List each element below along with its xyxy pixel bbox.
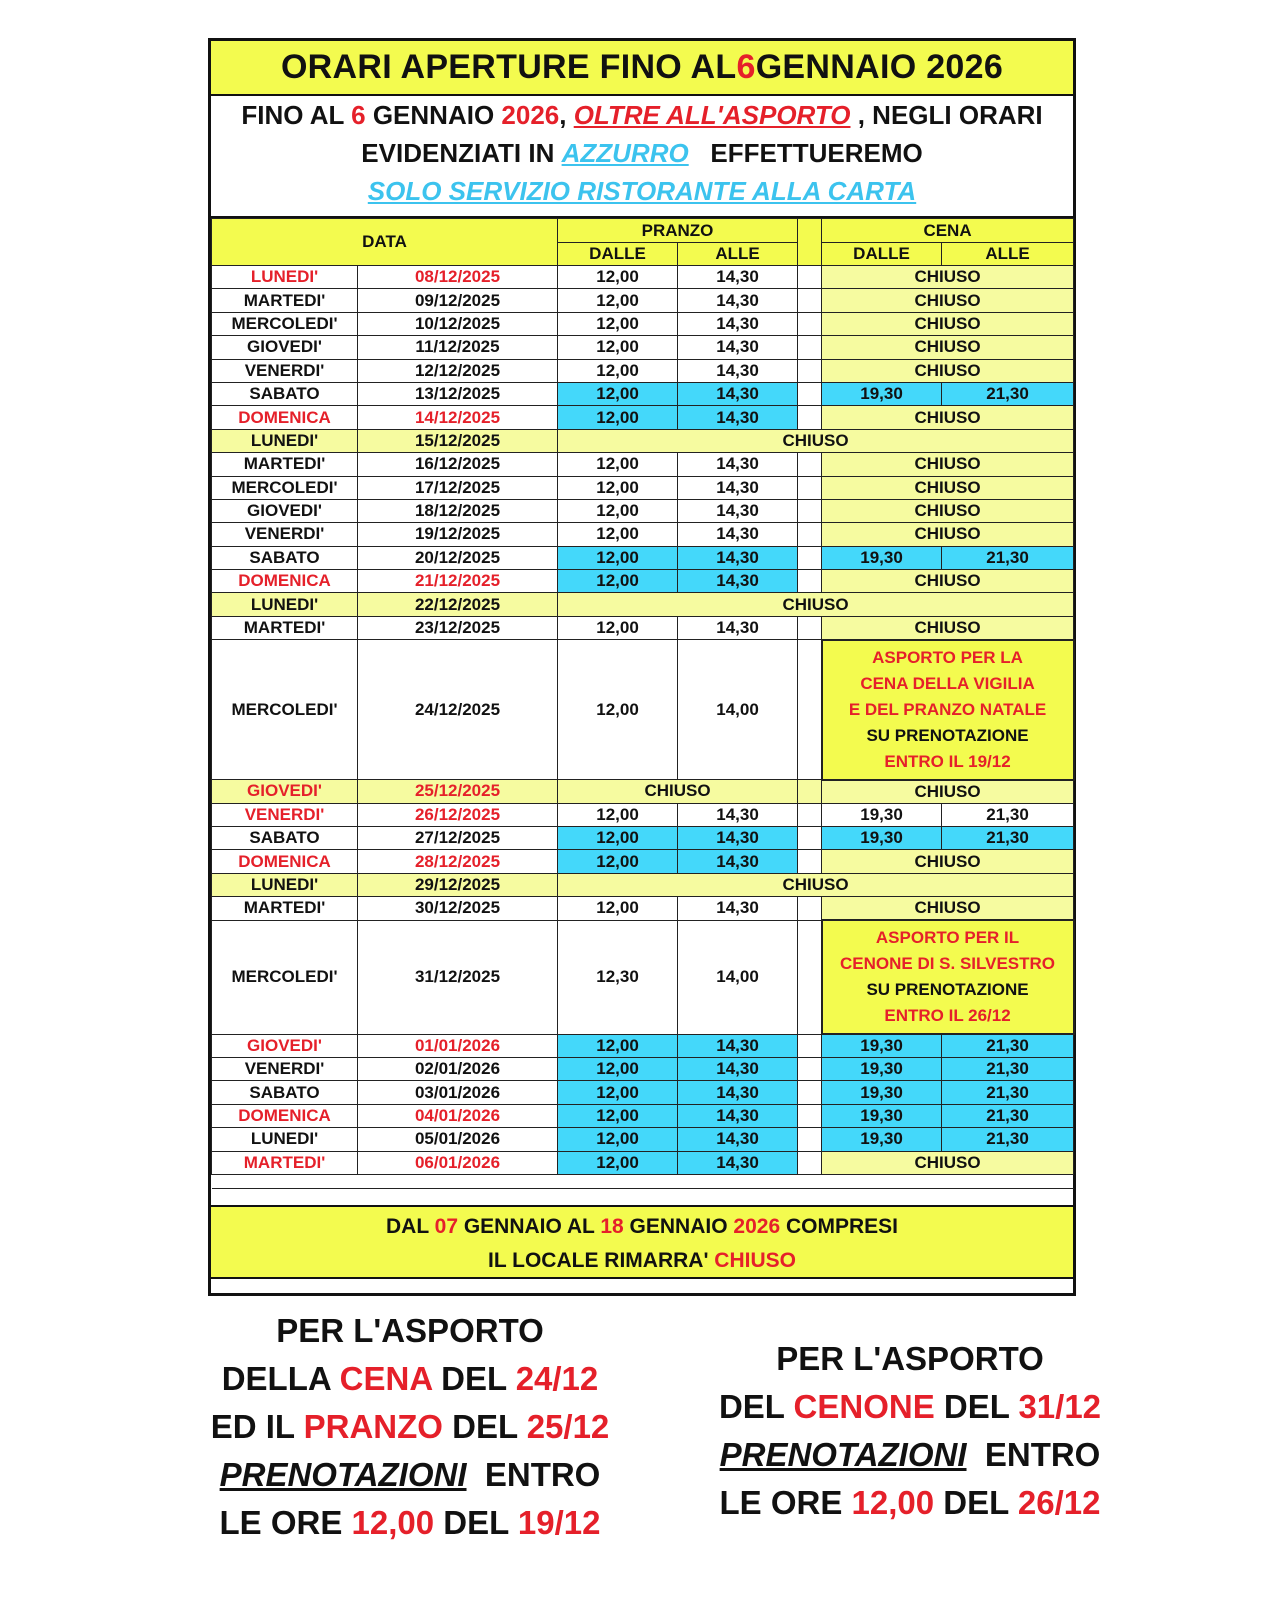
note-text: ENTRO — [466, 1456, 601, 1493]
date-cell: 13/12/2025 — [358, 382, 558, 405]
day-cell: MERCOLEDI' — [212, 312, 358, 335]
date-cell: 03/01/2026 — [358, 1081, 558, 1104]
spacer-cell — [798, 897, 822, 920]
intro-asporto: OLTRE ALL'ASPORTO — [573, 100, 851, 130]
note-highlight: CENA — [339, 1360, 432, 1397]
left-note-line — [190, 1451, 630, 1499]
blank-row — [212, 1174, 1074, 1188]
pranzo-alle-cell: 14,30 — [678, 897, 798, 920]
day-cell: DOMENICA — [212, 1104, 358, 1127]
schedule-row — [212, 406, 1074, 429]
day-cell: GIOVEDI' — [212, 336, 358, 359]
pranzo-alle-cell: 14,30 — [678, 570, 798, 593]
spacer-cell — [798, 1104, 822, 1127]
note-time: 12,00 — [351, 1504, 435, 1541]
day-cell: MARTEDI' — [212, 453, 358, 476]
schedule-row — [212, 453, 1074, 476]
asporto-note-line: SU PRENOTAZIONE — [866, 725, 1029, 745]
pranzo-dalle-cell: 12,00 — [558, 640, 678, 780]
cena-closed-cell: CHIUSO — [822, 453, 1074, 476]
asporto-note-cell — [822, 920, 1074, 1034]
page-title — [211, 41, 1073, 96]
date-cell: 24/12/2025 — [358, 640, 558, 780]
day-cell: LUNEDI' — [212, 873, 358, 896]
title-text-end: GENNAIO 2026 — [755, 48, 1004, 86]
header-pranzo-dalle: DALLE — [558, 243, 678, 266]
header-pranzo-alle: ALLE — [678, 243, 798, 266]
day-cell: SABATO — [212, 382, 358, 405]
day-cell: VENERDI' — [212, 523, 358, 546]
pranzo-dalle-cell: 12,00 — [558, 897, 678, 920]
day-cell: LUNEDI' — [212, 429, 358, 452]
pranzo-dalle-cell: 12,00 — [558, 546, 678, 569]
pranzo-alle-cell: 14,30 — [678, 523, 798, 546]
spacer-cell — [798, 289, 822, 312]
date-cell: 11/12/2025 — [358, 336, 558, 359]
schedule-row — [212, 780, 1074, 803]
note-text: DEL — [718, 1388, 794, 1425]
spacer-cell — [798, 1128, 822, 1151]
asporto-note-line: SU PRENOTAZIONE — [866, 980, 1029, 1000]
schedule-row — [212, 1034, 1074, 1057]
day-cell: DOMENICA — [212, 570, 358, 593]
right-note-line: PER L'ASPORTO — [776, 1340, 1044, 1377]
day-cell: MERCOLEDI' — [212, 476, 358, 499]
note-highlight: CENONE — [793, 1388, 935, 1425]
title-text: ORARI APERTURE FINO AL — [280, 48, 737, 86]
day-cell: LUNEDI' — [212, 1128, 358, 1151]
note-highlight: PRANZO — [303, 1408, 443, 1445]
cena-closed-cell: CHIUSO — [822, 523, 1074, 546]
schedule-row — [212, 546, 1074, 569]
header-spacer — [798, 219, 822, 266]
spacer-cell — [798, 1034, 822, 1057]
cena-alle-cell: 21,30 — [942, 1104, 1074, 1127]
spacer-cell — [798, 336, 822, 359]
note-text: DEL — [934, 1484, 1018, 1521]
intro-line-3: SOLO SERVIZIO RISTORANTE ALLA CARTA — [367, 176, 917, 206]
header-pranzo: PRANZO — [558, 219, 798, 243]
spacer-cell — [798, 920, 822, 1034]
cena-closed-cell: CHIUSO — [822, 780, 1074, 803]
note-text: ENTRO — [966, 1436, 1101, 1473]
spacer-cell — [798, 382, 822, 405]
schedule-row — [212, 499, 1074, 522]
pranzo-dalle-cell: 12,00 — [558, 1057, 678, 1080]
date-cell: 18/12/2025 — [358, 499, 558, 522]
cena-closed-cell: CHIUSO — [822, 1151, 1074, 1174]
schedule-row — [212, 429, 1074, 452]
footer-year: 2026 — [733, 1214, 781, 1238]
spacer-cell — [798, 266, 822, 289]
pranzo-dalle-cell: 12,00 — [558, 616, 678, 639]
cena-dalle-cell: 19,30 — [822, 1034, 942, 1057]
day-cell: DOMENICA — [212, 850, 358, 873]
cena-dalle-cell: 19,30 — [822, 382, 942, 405]
asporto-note-line: ENTRO IL 26/12 — [884, 1006, 1011, 1026]
cena-closed-cell: CHIUSO — [822, 406, 1074, 429]
day-cell: DOMENICA — [212, 406, 358, 429]
note-text: DEL — [431, 1360, 516, 1397]
schedule-row — [212, 1081, 1074, 1104]
pranzo-alle-cell: 14,30 — [678, 1081, 798, 1104]
date-cell: 26/12/2025 — [358, 803, 558, 826]
date-cell: 05/01/2026 — [358, 1128, 558, 1151]
cena-alle-cell: 21,30 — [942, 1128, 1074, 1151]
pranzo-alle-cell: 14,30 — [678, 1034, 798, 1057]
spacer-cell — [798, 616, 822, 639]
day-cell: VENERDI' — [212, 359, 358, 382]
footer-line-2 — [211, 1244, 1073, 1278]
pranzo-dalle-cell: 12,00 — [558, 499, 678, 522]
cena-dalle-cell: 19,30 — [822, 1081, 942, 1104]
cena-closed-cell: CHIUSO — [822, 499, 1074, 522]
date-cell: 20/12/2025 — [358, 546, 558, 569]
pranzo-dalle-cell: 12,30 — [558, 920, 678, 1034]
pranzo-dalle-cell: 12,00 — [558, 382, 678, 405]
date-cell: 02/01/2026 — [358, 1057, 558, 1080]
pranzo-alle-cell: 14,30 — [678, 312, 798, 335]
closed-cell: CHIUSO — [558, 873, 1074, 896]
spacer-cell — [798, 780, 822, 803]
cena-alle-cell: 21,30 — [942, 827, 1074, 850]
pranzo-dalle-cell: 12,00 — [558, 453, 678, 476]
asporto-note-line: CENONE DI S. SILVESTRO — [839, 954, 1056, 974]
spacer-cell — [798, 312, 822, 335]
spacer-cell — [798, 1151, 822, 1174]
pranzo-dalle-cell: 12,00 — [558, 476, 678, 499]
schedule-row — [212, 616, 1074, 639]
note-date: 31/12 — [1018, 1388, 1102, 1425]
spacer-cell — [798, 523, 822, 546]
intro-text: GENNAIO — [365, 100, 502, 130]
spacer-cell — [798, 453, 822, 476]
intro-number: 6 — [351, 100, 366, 130]
schedule-row — [212, 570, 1074, 593]
note-time: 12,00 — [851, 1484, 935, 1521]
intro-line-2 — [211, 134, 1073, 172]
asporto-note-cell — [822, 640, 1074, 780]
day-cell: VENERDI' — [212, 803, 358, 826]
asporto-note-line: E DEL PRANZO NATALE — [848, 699, 1047, 719]
pranzo-alle-cell: 14,30 — [678, 803, 798, 826]
schedule-row — [212, 593, 1074, 616]
cena-closed-cell: CHIUSO — [822, 616, 1074, 639]
pranzo-dalle-cell: 12,00 — [558, 523, 678, 546]
intro-year: 2026 — [501, 100, 560, 130]
note-prenotazioni: PRENOTAZIONI — [719, 1436, 967, 1473]
cena-closed-cell: CHIUSO — [822, 312, 1074, 335]
note-text: DEL — [442, 1408, 527, 1445]
date-cell: 19/12/2025 — [358, 523, 558, 546]
left-note-line — [190, 1499, 630, 1547]
spacer-cell — [798, 850, 822, 873]
date-cell: 16/12/2025 — [358, 453, 558, 476]
footer-text: GENNAIO — [623, 1214, 734, 1238]
footer-day: 07 — [434, 1214, 458, 1238]
cena-dalle-cell: 19,30 — [822, 546, 942, 569]
date-cell: 31/12/2025 — [358, 920, 558, 1034]
schedule-row — [212, 359, 1074, 382]
date-cell: 10/12/2025 — [358, 312, 558, 335]
spacer-cell — [798, 827, 822, 850]
date-cell: 08/12/2025 — [358, 266, 558, 289]
date-cell: 15/12/2025 — [358, 429, 558, 452]
left-note-line — [190, 1403, 630, 1451]
schedule-row — [212, 1128, 1074, 1151]
day-cell: LUNEDI' — [212, 593, 358, 616]
intro-text — [211, 96, 1073, 218]
pranzo-alle-cell: 14,30 — [678, 850, 798, 873]
pranzo-alle-cell: 14,30 — [678, 546, 798, 569]
pranzo-dalle-cell: 12,00 — [558, 570, 678, 593]
asporto-note-line: ENTRO IL 19/12 — [884, 751, 1011, 771]
footer-text: GENNAIO AL — [458, 1214, 601, 1238]
date-cell: 06/01/2026 — [358, 1151, 558, 1174]
cena-dalle-cell: 19,30 — [822, 827, 942, 850]
intro-line-1 — [211, 96, 1073, 134]
pranzo-alle-cell: 14,30 — [678, 1151, 798, 1174]
schedule-row — [212, 266, 1074, 289]
cena-closed-cell: CHIUSO — [822, 897, 1074, 920]
pranzo-dalle-cell: 12,00 — [558, 827, 678, 850]
cena-alle-cell: 21,30 — [942, 1057, 1074, 1080]
date-cell: 25/12/2025 — [358, 780, 558, 803]
right-asporto-note — [690, 1335, 1130, 1527]
closed-cell: CHIUSO — [558, 593, 1074, 616]
day-cell: GIOVEDI' — [212, 1034, 358, 1057]
asporto-note-line: ASPORTO PER IL — [875, 928, 1020, 948]
day-cell: MARTEDI' — [212, 289, 358, 312]
footer-closure-notice — [211, 1205, 1073, 1279]
pranzo-alle-cell: 14,30 — [678, 1057, 798, 1080]
footer-text: IL LOCALE RIMARRA' — [488, 1248, 715, 1272]
date-cell: 17/12/2025 — [358, 476, 558, 499]
pranzo-alle-cell: 14,30 — [678, 1104, 798, 1127]
day-cell: MERCOLEDI' — [212, 920, 358, 1034]
intro-text: , — [559, 100, 574, 130]
day-cell: SABATO — [212, 546, 358, 569]
right-note-line — [690, 1383, 1130, 1431]
spacer-cell — [798, 1057, 822, 1080]
pranzo-alle-cell: 14,00 — [678, 640, 798, 780]
note-date: 25/12 — [526, 1408, 610, 1445]
right-note-line — [690, 1431, 1130, 1479]
schedule-row — [212, 289, 1074, 312]
day-cell: SABATO — [212, 827, 358, 850]
day-cell: LUNEDI' — [212, 266, 358, 289]
cena-dalle-cell: 19,30 — [822, 1128, 942, 1151]
cena-closed-cell: CHIUSO — [822, 289, 1074, 312]
spacer-cell — [798, 803, 822, 826]
pranzo-dalle-cell: 12,00 — [558, 803, 678, 826]
pranzo-alle-cell: 14,30 — [678, 289, 798, 312]
intro-text: FINO AL — [241, 100, 352, 130]
pranzo-dalle-cell: 12,00 — [558, 850, 678, 873]
day-cell: SABATO — [212, 1081, 358, 1104]
intro-text: EVIDENZIATI IN — [361, 138, 562, 168]
pranzo-dalle-cell: 12,00 — [558, 266, 678, 289]
schedule-row — [212, 920, 1074, 1034]
date-cell: 09/12/2025 — [358, 289, 558, 312]
cena-alle-cell: 21,30 — [942, 803, 1074, 826]
date-cell: 28/12/2025 — [358, 850, 558, 873]
pranzo-alle-cell: 14,30 — [678, 266, 798, 289]
schedule-row — [212, 850, 1074, 873]
header-cena-dalle: DALLE — [822, 243, 942, 266]
pranzo-alle-cell: 14,30 — [678, 359, 798, 382]
schedule-row — [212, 1057, 1074, 1080]
date-cell: 01/01/2026 — [358, 1034, 558, 1057]
closed-cell: CHIUSO — [558, 429, 1074, 452]
title-number: 6 — [736, 48, 756, 86]
pranzo-alle-cell: 14,00 — [678, 920, 798, 1034]
pranzo-alle-cell: 14,30 — [678, 382, 798, 405]
day-cell: VENERDI' — [212, 1057, 358, 1080]
pranzo-alle-cell: 14,30 — [678, 1128, 798, 1151]
header-data: DATA — [212, 219, 558, 266]
pranzo-dalle-cell: 12,00 — [558, 1151, 678, 1174]
cena-closed-cell: CHIUSO — [822, 336, 1074, 359]
footer-closed: CHIUSO — [714, 1248, 796, 1272]
spacer-cell — [798, 499, 822, 522]
cena-closed-cell: CHIUSO — [822, 476, 1074, 499]
cena-alle-cell: 21,30 — [942, 546, 1074, 569]
day-cell: MARTEDI' — [212, 616, 358, 639]
left-note-line: PER L'ASPORTO — [276, 1312, 544, 1349]
cena-dalle-cell: 19,30 — [822, 1104, 942, 1127]
day-cell: GIOVEDI' — [212, 780, 358, 803]
footer-line-1 — [211, 1210, 1073, 1244]
date-cell: 30/12/2025 — [358, 897, 558, 920]
day-cell: GIOVEDI' — [212, 499, 358, 522]
note-text: DEL — [934, 1388, 1019, 1425]
schedule-row — [212, 827, 1074, 850]
schedule-row — [212, 873, 1074, 896]
note-text: LE ORE — [719, 1484, 852, 1521]
right-note-line — [690, 1479, 1130, 1527]
date-cell: 12/12/2025 — [358, 359, 558, 382]
cena-alle-cell: 21,30 — [942, 1081, 1074, 1104]
schedule-row — [212, 1104, 1074, 1127]
spacer-cell — [798, 476, 822, 499]
spacer-cell — [798, 546, 822, 569]
note-text: DELLA — [221, 1360, 340, 1397]
schedule-sheet — [208, 38, 1076, 1296]
day-cell: MERCOLEDI' — [212, 640, 358, 780]
schedule-row — [212, 523, 1074, 546]
date-cell: 29/12/2025 — [358, 873, 558, 896]
date-cell: 22/12/2025 — [358, 593, 558, 616]
cena-closed-cell: CHIUSO — [822, 850, 1074, 873]
pranzo-alle-cell: 14,30 — [678, 827, 798, 850]
cena-dalle-cell: 19,30 — [822, 1057, 942, 1080]
intro-azzurro: AZZURRO — [561, 138, 689, 168]
note-date: 24/12 — [515, 1360, 599, 1397]
note-prenotazioni: PRENOTAZIONI — [219, 1456, 467, 1493]
header-cena: CENA — [822, 219, 1074, 243]
schedule-table — [211, 218, 1075, 1189]
cena-closed-cell: CHIUSO — [822, 359, 1074, 382]
spacer-cell — [798, 1081, 822, 1104]
left-asporto-note — [190, 1307, 630, 1547]
schedule-row — [212, 476, 1074, 499]
pranzo-alle-cell: 14,30 — [678, 616, 798, 639]
footer-day: 18 — [600, 1214, 624, 1238]
intro-text: EFFETTUEREMO — [688, 138, 923, 168]
cena-alle-cell: 21,30 — [942, 382, 1074, 405]
pranzo-alle-cell: 14,30 — [678, 499, 798, 522]
day-cell: MARTEDI' — [212, 897, 358, 920]
pranzo-dalle-cell: 12,00 — [558, 1081, 678, 1104]
pranzo-dalle-cell: 12,00 — [558, 406, 678, 429]
date-cell: 14/12/2025 — [358, 406, 558, 429]
pranzo-dalle-cell: 12,00 — [558, 1104, 678, 1127]
cena-closed-cell: CHIUSO — [822, 266, 1074, 289]
pranzo-dalle-cell: 12,00 — [558, 336, 678, 359]
left-note-line — [190, 1355, 630, 1403]
schedule-row — [212, 1151, 1074, 1174]
date-cell: 23/12/2025 — [358, 616, 558, 639]
intro-text: , NEGLI ORARI — [850, 100, 1043, 130]
pranzo-dalle-cell: 12,00 — [558, 1128, 678, 1151]
note-text: DEL — [434, 1504, 518, 1541]
cena-dalle-cell: 19,30 — [822, 803, 942, 826]
schedule-row — [212, 336, 1074, 359]
schedule-row — [212, 803, 1074, 826]
blank-cell — [212, 1174, 1074, 1188]
cena-closed-cell: CHIUSO — [822, 570, 1074, 593]
spacer-cell — [798, 359, 822, 382]
schedule-row — [212, 312, 1074, 335]
note-date: 19/12 — [517, 1504, 601, 1541]
note-text: ED IL — [210, 1408, 304, 1445]
date-cell: 27/12/2025 — [358, 827, 558, 850]
day-cell: MARTEDI' — [212, 1151, 358, 1174]
pranzo-alle-cell: 14,30 — [678, 453, 798, 476]
note-text: LE ORE — [219, 1504, 352, 1541]
pranzo-dalle-cell: 12,00 — [558, 289, 678, 312]
date-cell: 21/12/2025 — [358, 570, 558, 593]
cena-alle-cell: 21,30 — [942, 1034, 1074, 1057]
header-cena-alle: ALLE — [942, 243, 1074, 266]
spacer-cell — [798, 570, 822, 593]
footer-text: COMPRESI — [780, 1214, 898, 1238]
pranzo-dalle-cell: 12,00 — [558, 359, 678, 382]
schedule-row — [212, 382, 1074, 405]
pranzo-dalle-cell: 12,00 — [558, 312, 678, 335]
pranzo-alle-cell: 14,30 — [678, 336, 798, 359]
footer-text: DAL — [386, 1214, 435, 1238]
asporto-note-line: ASPORTO PER LA — [872, 647, 1023, 667]
note-date: 26/12 — [1017, 1484, 1101, 1521]
asporto-note-line: CENA DELLA VIGILIA — [860, 673, 1035, 693]
schedule-row — [212, 897, 1074, 920]
date-cell: 04/01/2026 — [358, 1104, 558, 1127]
pranzo-dalle-cell: 12,00 — [558, 1034, 678, 1057]
pranzo-alle-cell: 14,30 — [678, 406, 798, 429]
schedule-row — [212, 640, 1074, 780]
pranzo-alle-cell: 14,30 — [678, 476, 798, 499]
spacer-cell — [798, 406, 822, 429]
pranzo-closed-cell: CHIUSO — [558, 780, 798, 803]
spacer-cell — [798, 640, 822, 780]
